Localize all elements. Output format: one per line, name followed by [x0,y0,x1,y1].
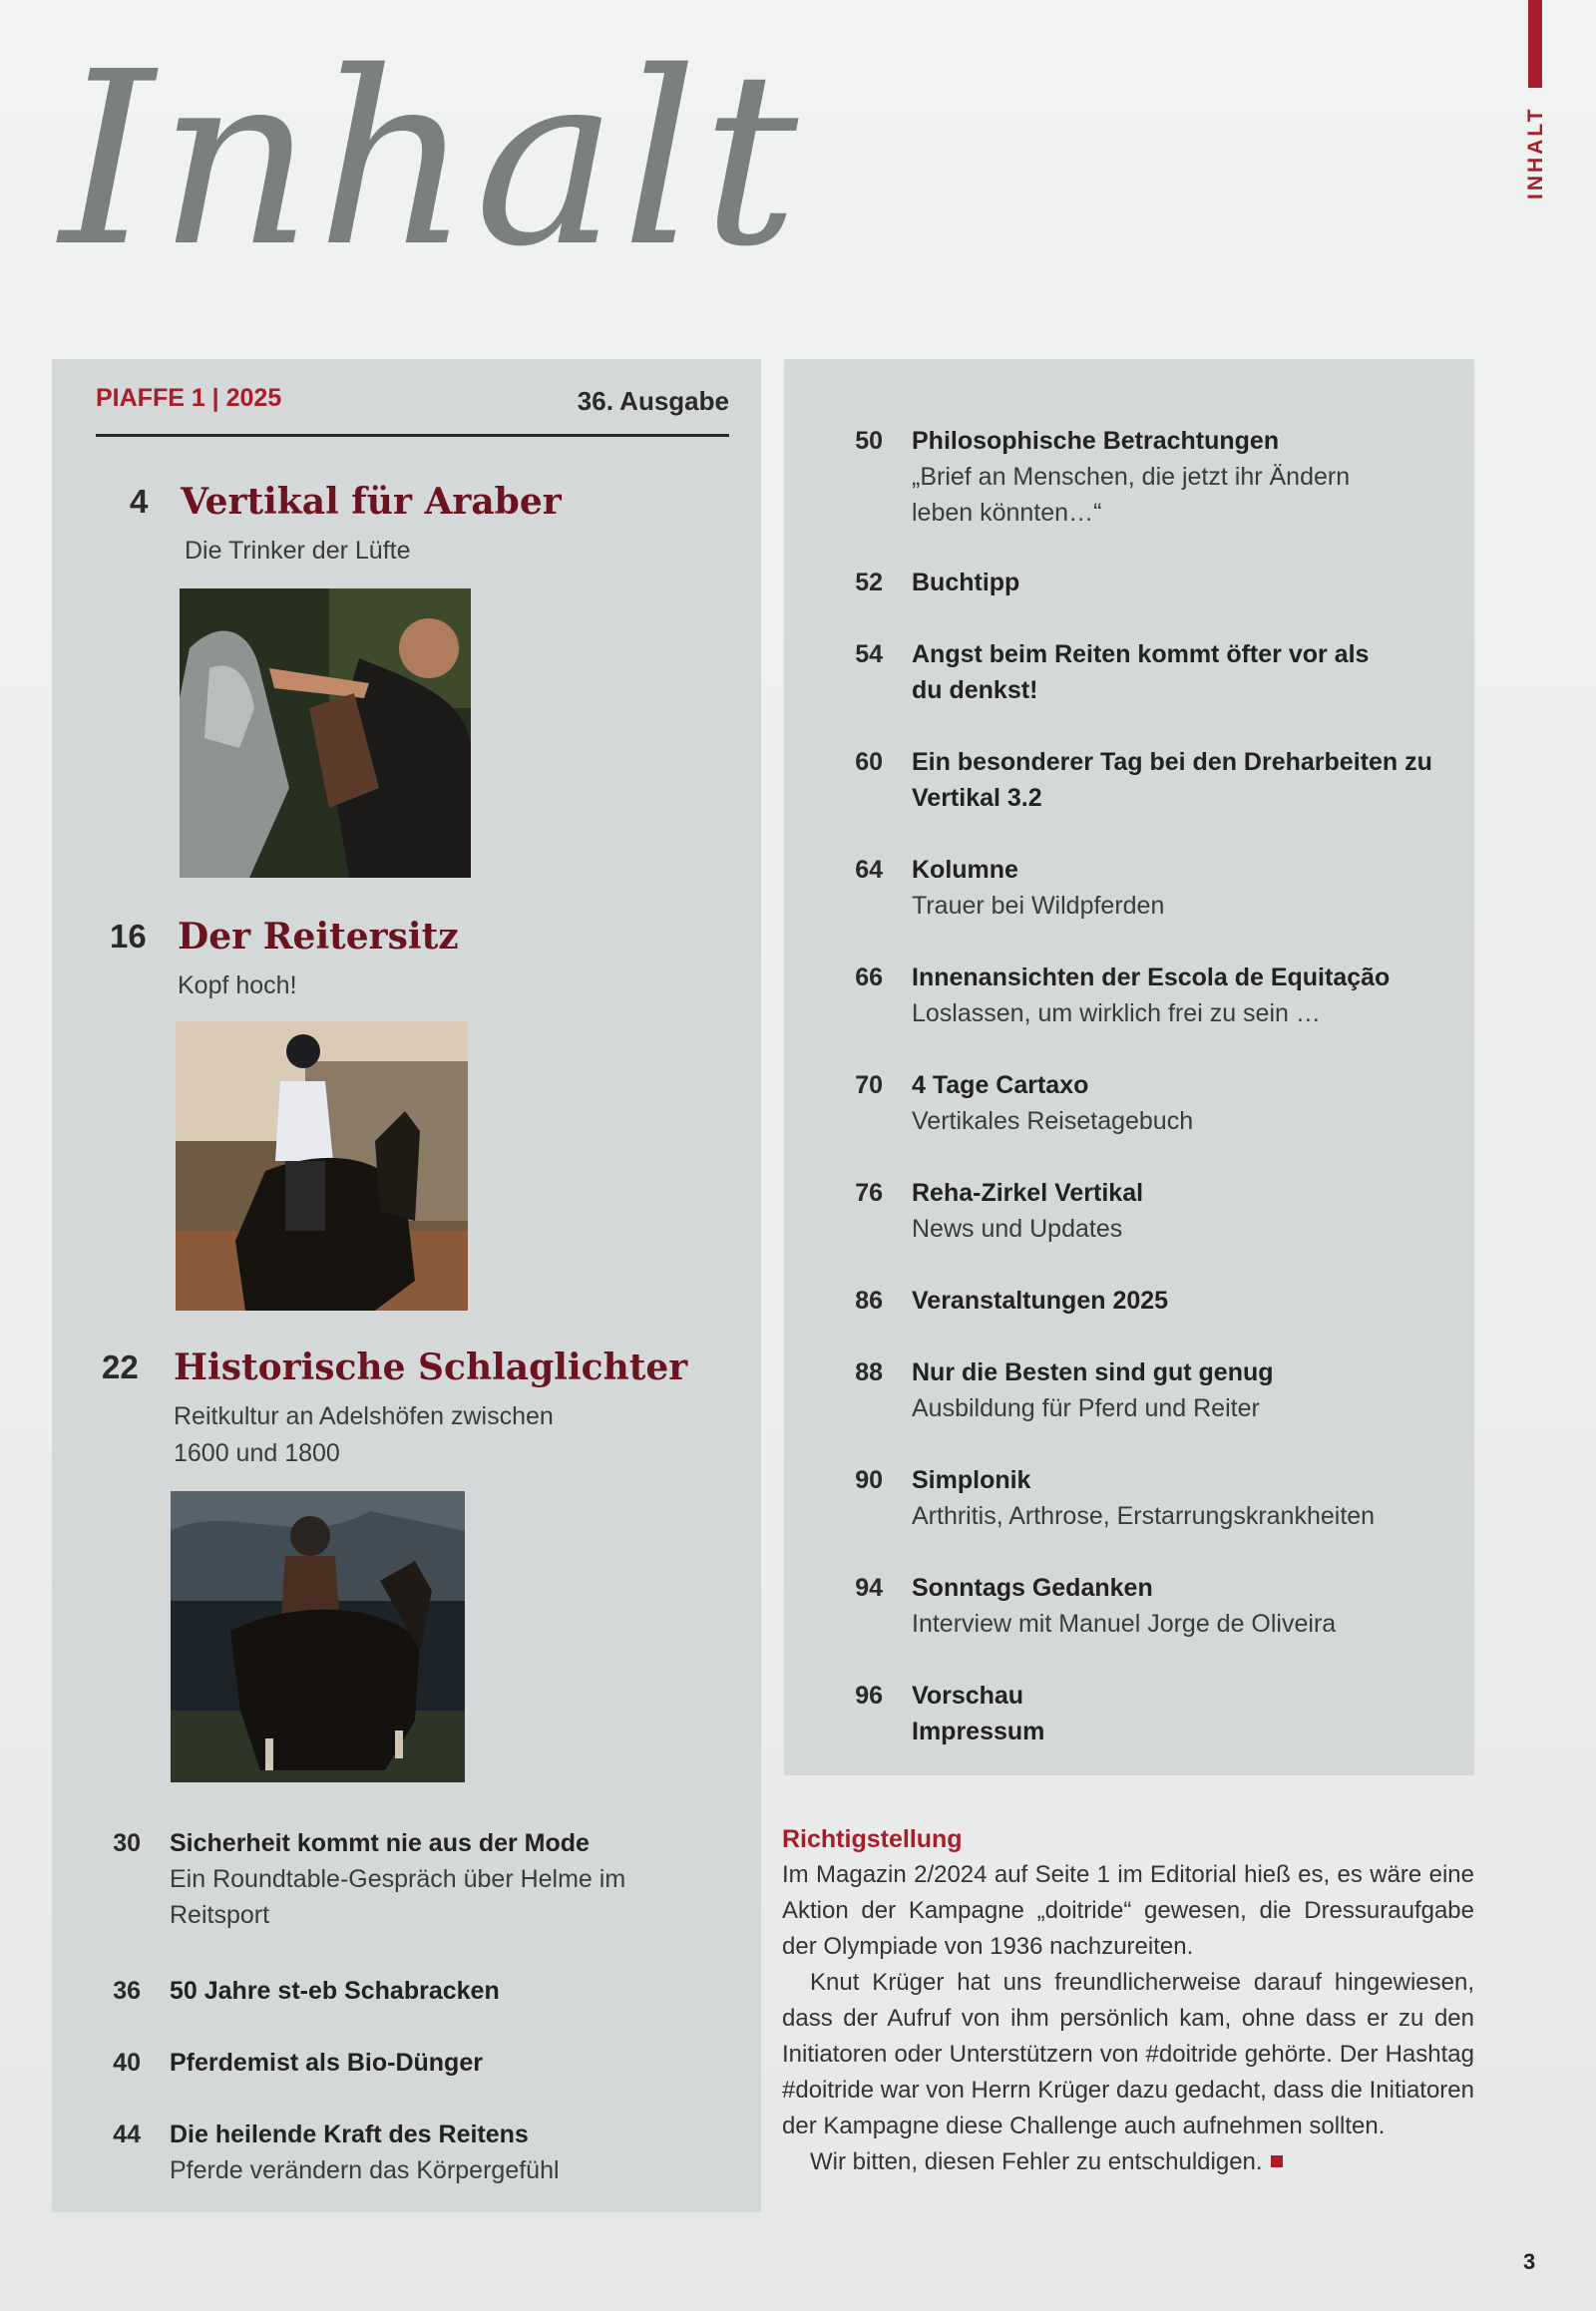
toc-subtitle: Loslassen, um wirklich frei zu sein … [912,999,1321,1027]
toc-entry[interactable] [828,1283,1426,1323]
toc-subtitle: Vertikales Reisetagebuch [912,1107,1194,1135]
toc-page-number: 60 [855,748,883,776]
toc-subtitle: Interview mit Manuel Jorge de Oliveira [912,1610,1337,1638]
toc-page-number: 94 [855,1574,883,1602]
toc-page-number: 66 [855,963,883,991]
toc-page-number: 90 [855,1466,883,1494]
toc-subtitle: Pferde verändern das Körpergefühl [170,2156,560,2184]
toc-subtitle: Trauer bei Wildpferden [912,892,1165,920]
toc-entry[interactable] [86,1973,744,2013]
toc-entry[interactable] [86,2045,744,2085]
issue-brand: PIAFFE 1 | 2025 [96,384,282,412]
toc-entry[interactable] [828,1570,1426,1644]
toc-subtitle: „Brief an Menschen, die jetzt ihr Ändern leben könnten…“ [912,463,1351,527]
page-title: Inhalt [60,20,803,299]
toc-entry[interactable] [828,1067,1426,1141]
feature-entry[interactable] [128,481,726,580]
toc-entry[interactable] [828,565,1426,604]
section-label: INHALT [1524,106,1547,199]
toc-page-number: 86 [855,1287,883,1315]
toc-page-number: 54 [855,640,883,668]
toc-entry[interactable] [828,1678,1426,1751]
toc-entry[interactable] [828,744,1432,818]
correction-closing [782,2144,1474,2180]
feature-title[interactable]: Der Reitersitz [178,916,459,958]
toc-subtitle: Ein Roundtable-Gespräch über Helme im Reitsport [170,1865,626,1929]
toc-entry[interactable] [828,636,1426,710]
feature-photo-grooming[interactable] [180,588,471,878]
feature-page-number: 4 [130,483,149,520]
toc-page-number: 76 [855,1179,883,1207]
toc-subtitle: Arthritis, Arthrose, Erstarrungskrankheiten [912,1502,1376,1530]
feature-entry[interactable] [108,916,706,1015]
toc-entry[interactable] [86,2117,744,2196]
toc-page-number: 44 [113,2120,141,2148]
end-mark-icon [1271,2155,1283,2167]
toc-title[interactable]: Die heilende Kraft des Reitens [170,2120,529,2148]
toc-title[interactable]: Ein besonderer Tag bei den Dreharbeiten zu Vertikal 3.2 [912,748,1432,812]
feature-page-number: 22 [102,1348,139,1385]
toc-title[interactable]: Kolumne [912,856,1018,884]
feature-photo-painting[interactable] [171,1491,465,1782]
feature-title[interactable]: Vertikal für Araber [181,481,562,523]
toc-title[interactable]: Vorschau Impressum [912,1682,1045,1745]
toc-title[interactable]: Veranstaltungen 2025 [912,1287,1169,1315]
feature-subtitle: Reitkultur an Adelshöfen zwischen 1600 und 1800 [174,1402,554,1467]
toc-page-number: 64 [855,856,883,884]
toc-entry[interactable] [828,852,1426,926]
toc-page-number: 70 [855,1071,883,1099]
feature-subtitle: Die Trinker der Lüfte [185,537,411,565]
toc-entry[interactable] [828,1462,1426,1536]
toc-entry[interactable] [828,1354,1426,1428]
toc-subtitle: News und Updates [912,1215,1123,1243]
section-marker-bar [1528,0,1542,88]
toc-page-number: 40 [113,2049,141,2077]
toc-title[interactable]: Pferdemist als Bio-Dünger [170,2049,483,2077]
toc-title[interactable]: Simplonik [912,1466,1031,1494]
toc-title[interactable]: 50 Jahre st-eb Schabracken [170,1977,500,2005]
correction-heading: Richtigstellung [782,1825,963,1853]
toc-title[interactable]: Innenansichten der Escola de Equitação [912,963,1391,991]
toc-title[interactable]: Philosophische Betrachtungen [912,427,1280,455]
toc-entry[interactable] [828,423,1426,533]
toc-page-number: 96 [855,1682,883,1710]
issue-edition: 36. Ausgabe [577,386,729,416]
issue-header [96,384,729,437]
toc-title[interactable]: Sonntags Gedanken [912,1574,1153,1602]
correction-paragraph: Im Magazin 2/2024 auf Seite 1 im Editorial hieß es, es wäre eine Aktion der Kampagne „doitride“ gewesen, die Dressuraufgabe der Olympiade von 1936 nachzureiten. [782,1861,1474,1960]
page-number: 3 [1523,2249,1536,2274]
toc-title[interactable]: Sicherheit kommt nie aus der Mode [170,1829,590,1857]
toc-page-number: 36 [113,1977,141,2005]
toc-page-number: 88 [855,1358,883,1386]
toc-entry[interactable] [828,960,1426,1033]
toc-page-number: 50 [855,427,883,455]
toc-title[interactable]: Nur die Besten sind gut genug [912,1358,1274,1386]
feature-title[interactable]: Historische Schlaglichter [174,1347,688,1388]
correction-closing-text: Wir bitten, diesen Fehler zu entschuldigen. [810,2148,1263,2175]
toc-title[interactable]: Reha-Zirkel Vertikal [912,1179,1144,1207]
toc-title[interactable]: Buchtipp [912,569,1020,596]
correction-paragraph: Knut Krüger hat uns freundlicherweise darauf hingewiesen, dass der Aufruf von ihm persönlich kam, ohne dass er zu den Initiatoren oder Unterstützern von #doitride gehörte. Der Hashtag #doitride war von Herrn Krüger dazu gedacht, dass die Initiatoren der Kampagne diese Challenge auch aufnehmen sollten. [782,1969,1474,2139]
feature-photo-rider[interactable] [176,1021,468,1311]
feature-entry[interactable] [100,1347,758,1476]
toc-entry[interactable] [828,1175,1426,1249]
toc-page-number: 30 [113,1829,141,1857]
toc-subtitle: Ausbildung für Pferd und Reiter [912,1394,1260,1422]
feature-subtitle: Kopf hoch! [178,971,297,999]
toc-title[interactable]: Angst beim Reiten kommt öfter vor als du denkst! [912,640,1370,704]
toc-page-number: 52 [855,569,883,596]
toc-title[interactable]: 4 Tage Cartaxo [912,1071,1089,1099]
feature-page-number: 16 [110,918,147,955]
correction-notice [782,1821,1474,2180]
toc-entry[interactable] [86,1825,744,1935]
